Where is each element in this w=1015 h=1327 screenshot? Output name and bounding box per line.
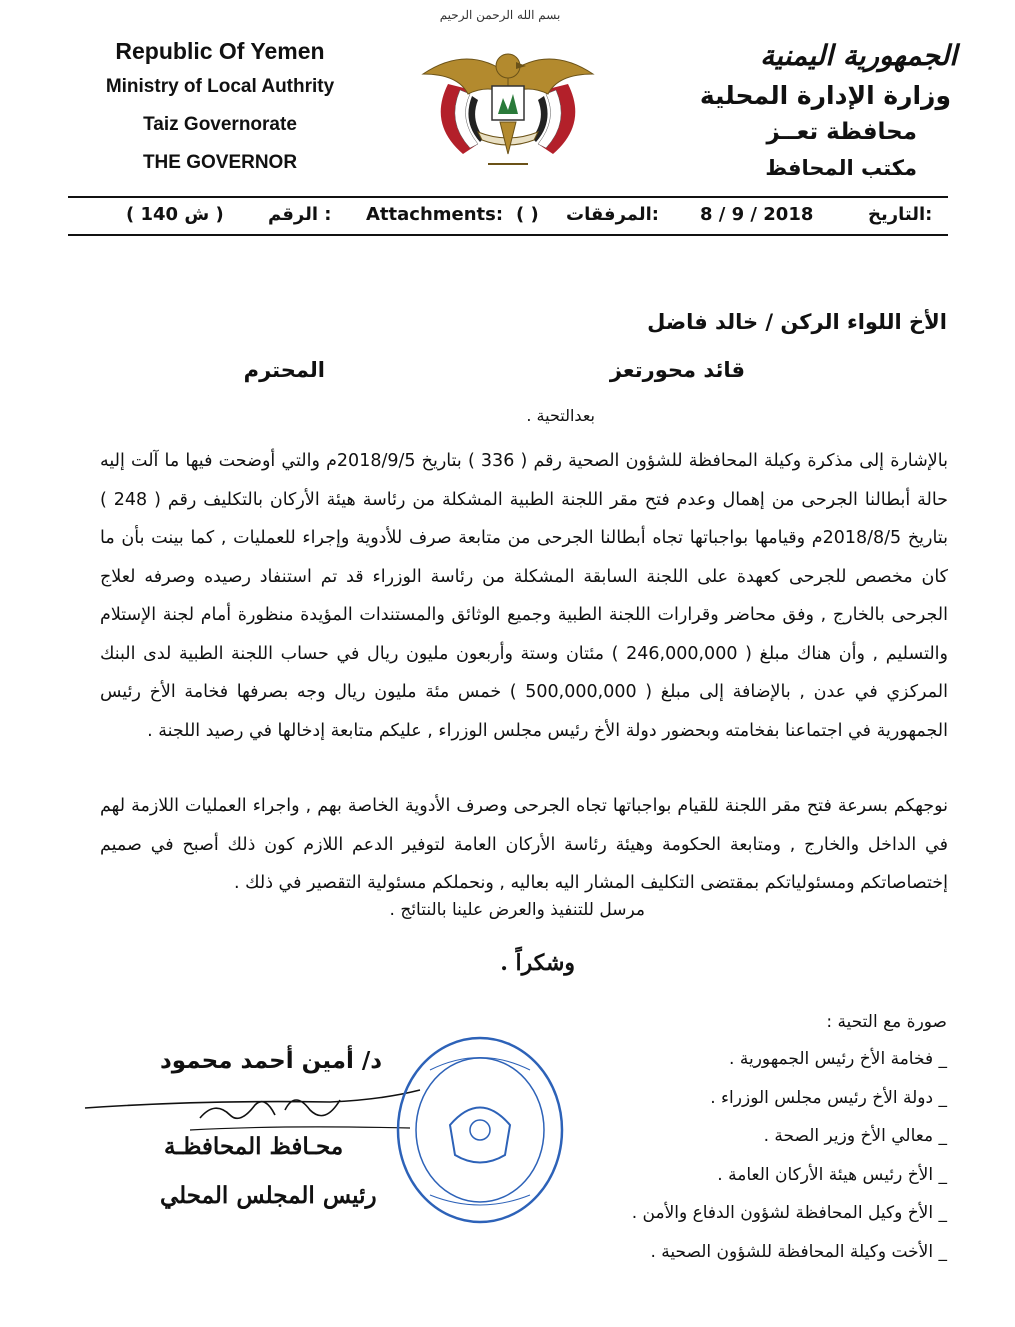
letterhead-ministry-ar: وزارة الإدارة المحلية [699, 81, 951, 110]
letterhead-office: THE GOVERNOR [142, 152, 298, 173]
date-label: التاريخ: [868, 204, 933, 225]
addressee-title: قائد محورتعز [609, 358, 745, 382]
signatory-title-governor: محـافظ المحافظـة [164, 1133, 344, 1160]
addressee-name: الأخ اللواء الركن / خالد فاضل [647, 310, 947, 334]
reference-line [68, 200, 948, 234]
body-paragraph-2: نوجهكم بسرعة فتح مقر اللجنة للقيام بواجباتها تجاه الجرحى وصرف الأدوية الخاصة بهم , واجراء العمليات اللازمة لهم في الداخل والخارج , ومتابعة الحكومة وهيئة رئاسة الأركان العامة لتوفير الدعم اللازم كون ذلك أصبح في صميم إختصاصاتكم ومسئولياتكم بمقتضى التكليف المشار اليه بعاليه , ونحملكم مسئولية التقصير في ذلك . [100, 796, 948, 893]
thanks-line: وشكراً . [500, 950, 575, 976]
letterhead-office-ar: مكتب المحافظ [765, 156, 917, 180]
date-value: 8 / 9 / 2018 [700, 204, 814, 225]
signatory-title-council: رئيس المجلس المحلي [160, 1182, 377, 1209]
signatory-name: د/ أمين أحمد محمود [160, 1048, 383, 1074]
english-letterhead [70, 34, 370, 182]
attachments-value: ( ) [516, 204, 539, 225]
greeting: بعدالتحية . [526, 406, 595, 425]
cc-item: _ فخامة الأخ رئيس الجمهورية . [632, 1040, 947, 1079]
cc-item: _ الأخت وكيلة المحافظة للشؤون الصحية . [632, 1233, 947, 1272]
cc-list [632, 1040, 947, 1271]
cc-item: _ معالي الأخ وزير الصحة . [632, 1117, 947, 1156]
cc-item: _ الأخ وكيل المحافظة لشؤون الدفاع والأمن . [632, 1194, 947, 1233]
letterhead-country: Republic Of Yemen [115, 38, 325, 64]
ref-number-label: الرقم : [268, 204, 332, 225]
cc-item: _ دولة الأخ رئيس مجلس الوزراء . [632, 1079, 947, 1118]
cc-item: _ الأخ رئيس هيئة الأركان العامة . [632, 1156, 947, 1195]
cc-title: صورة مع التحية : [826, 1012, 947, 1032]
letterhead-ministry: Ministry of Local Authrity [105, 76, 335, 97]
header-divider-bottom [68, 234, 948, 236]
basmala: بسم الله الرحمن الرحيم [439, 8, 561, 22]
letterhead-governorate: Taiz Governorate [143, 114, 297, 135]
official-stamp-icon [390, 1030, 570, 1230]
letterhead-country-ar: الجمهورية اليمنية [760, 39, 957, 72]
body-paragraph-1: بالإشارة إلى مذكرة وكيلة المحافظة للشؤون الصحية رقم ( 336 ) بتاريخ 2018/9/5م والتي أوضحت فيها ما آلت إليه حالة أبطالنا الجرحى من إهمال وعدم فتح مقر اللجنة الطبية المشكلة من رئاسة هيئة الأركان بالتكليف رقم ( 248 ) بتاريخ 2018/8/5م وقيامها بواجباتها تجاه أبطالنا الجرحى من متابعة صرف للأدوية وإجراء للعمليات , كما بينت بأن ما كان مخصص للجرحى كعهدة على اللجنة السابقة المشكلة من رئاسة الوزراء قد تم استنفاد رصيده وصرفه لعلاج الجرحى بالخارج , وفق محاضر وقرارات اللجنة الطبية وجميع الوثائق والمستندات المؤيدة منظورة أمام لجنة الإستلام والتسليم , وأن هناك مبلغ ( 246,000,000 ) مئتان وستة وأربعون مليون ريال في حساب اللجنة الطبية لدى البنك المركزي في عدن , بالإضافة إلى مبلغ ( 500,000,000 ) خمس مئة مليون ريال وجه بصرفها فخامة الأخ رئيس الجمهورية في اجتماعنا بفخامته وبحضور دولة الأخ رئيس مجلس الوزراء , عليكم متابعة إدخالها في رصيد اللجنة . [100, 451, 948, 741]
header-divider-top [68, 196, 948, 198]
closing-line: مرسل للتنفيذ والعرض علينا بالنتائج . [389, 900, 645, 920]
ref-number-value: ( ش 140 ) [126, 204, 224, 225]
addressee-honorific: المحترم [243, 358, 325, 382]
attachments-label-ar: المرفقات: [566, 204, 659, 225]
letterhead-governorate-ar: محافظة تعــز [766, 119, 917, 145]
arabic-letterhead [697, 34, 957, 186]
attachments-label-en: Attachments: [366, 204, 504, 225]
yemen-emblem-icon [408, 14, 608, 184]
